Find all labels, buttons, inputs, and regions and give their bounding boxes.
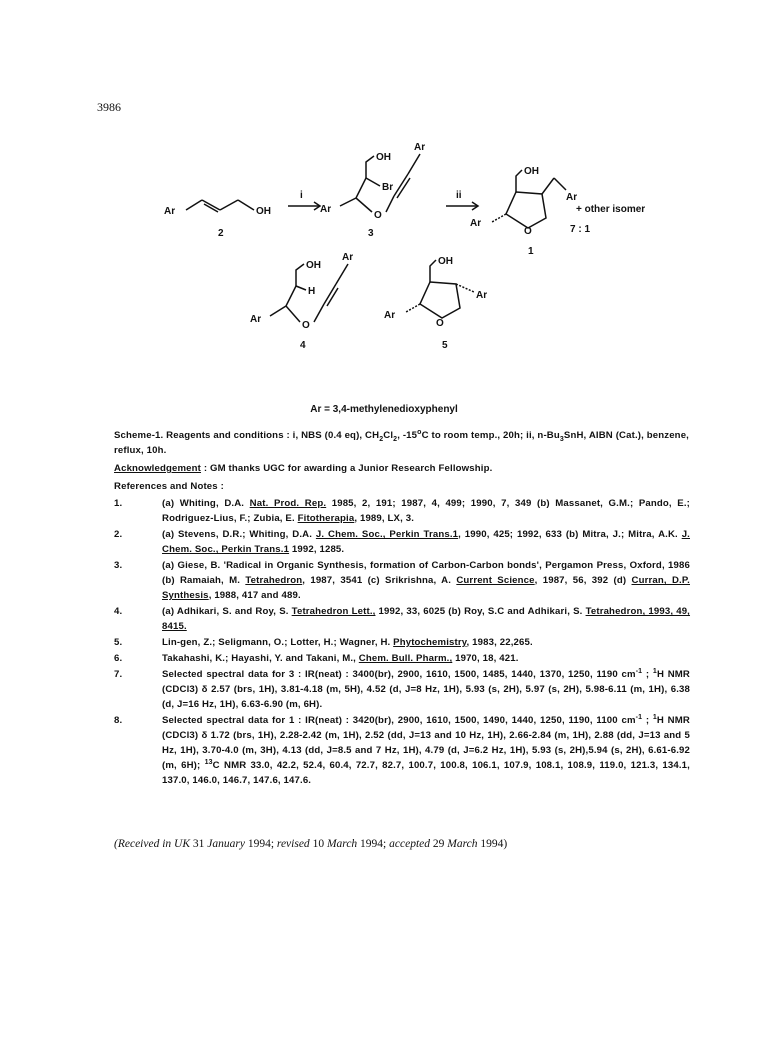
reference-5: 5. Lin-gen, Z.; Seligmann, O.; Lotter, H.; Wagner, H. Phytochemistry, 1983, 22,265. xyxy=(114,637,533,648)
acknowledgement: Acknowledgement : GM thanks UGC for awarding a Junior Research Fellowship. xyxy=(114,463,493,474)
reference-2: 2. (a) Stevens, D.R.; Whiting, D.A. J. Chem. Soc., Perkin Trans.1, 1990, 425; 1992, 633 (b) Mitra, J.; Mitra, A.K. J. Chem. Soc., Perkin Trans.1 1992, 1285. xyxy=(114,529,690,555)
compound-3-ar-top: Ar xyxy=(414,142,426,153)
compound-5-ar-left: Ar xyxy=(384,310,396,321)
compound-2-ar: Ar xyxy=(164,206,176,217)
compound-5-o: O xyxy=(436,318,444,329)
compound-2-oh: OH xyxy=(256,206,271,217)
reference-1: 1. (a) Whiting, D.A. Nat. Prod. Rep. 1985, 2, 191; 1987, 4, 499; 1990, 7, 349 (b) Massanet, G.M.; Pando, E.; Rodriguez-Lius, F.; Zubia, E. Fitotherapia, 1989, LX, 3. xyxy=(114,498,690,524)
reference-3: 3. (a) Giese, B. 'Radical in Organic Synthesis, formation of Carbon-Carbon bonds', Pergamon Press, Oxford, 1986 (b) Ramaiah, M. Tetrahedron, 1987, 3541 (c) Srikrishna, A. Current Science, 1987, 56, 392 (d) Curran, D.P. Synthesis, 1988, 417 and 489. xyxy=(114,560,690,601)
acknowledgement-label: Acknowledgement xyxy=(114,463,202,474)
ar-definition: Ar = 3,4-methylenedioxyphenyl xyxy=(310,404,458,415)
compound-5-oh: OH xyxy=(438,256,453,267)
reference-4: 4. (a) Adhikari, S. and Roy, S. Tetrahedron Lett., 1992, 33, 6025 (b) Roy, S.C and Adhikari, S. Tetrahedron, 1993, 49, 8415. xyxy=(114,606,691,632)
compound-4-number: 4 xyxy=(300,340,306,351)
compound-3-br: Br xyxy=(382,182,394,193)
compound-1-ar: Ar xyxy=(566,192,578,203)
compound-5-ar: Ar xyxy=(476,290,488,301)
reference-7: 7. Selected spectral data for 3 : IR(neat) : 3400(br), 2900, 1610, 1500, 1485, 1440, 1370, 1250, 1190 $cm^{-1}$ ; $^1$H NMR (CDCl3) δ 2.57 (brs, 1H), 3.81-4.18 (m, 5H), 4.52 (d, J=8 Hz, 1H), 5.93 (s, 2H), 5.97 (s, 2H), 5.98-6.11 (m, 1H), 6.38 (d, J=16 Hz, 1H), 6.63-6.90 (m, 6H). xyxy=(114,667,690,710)
compound-1-o: O xyxy=(524,226,532,237)
compound-4-h: H xyxy=(308,286,316,297)
compound-3-number: 3 xyxy=(368,228,374,239)
page-number: 3986 xyxy=(97,100,121,114)
other-isomer-label: + other isomer xyxy=(576,204,646,215)
reagent-ii-label: ii xyxy=(456,190,462,201)
compound-3-ar-left: Ar xyxy=(320,204,332,215)
references-list xyxy=(114,496,690,789)
reaction-scheme xyxy=(130,136,690,386)
compound-3-oh: OH xyxy=(376,152,391,163)
compound-3-o: O xyxy=(374,210,382,221)
scheme-caption: Scheme-1. Reagents and conditions : i, NBS (0.4 eq), $CH_2Cl_2$, -15$^o$C to room temp., 20h; ii, $n-Bu_3SnH$, AIBN (Cat.), benzene, reflux, 10h. xyxy=(114,428,689,456)
isomer-ratio: 7 : 1 xyxy=(570,224,591,235)
compound-1-ar-left: Ar xyxy=(470,218,482,229)
received-dates: (Received in UK 31 January 1994; revised 10 March 1994; accepted 29 March 1994) xyxy=(114,838,508,850)
compound-5-number: 5 xyxy=(442,340,448,351)
compound-4-ar-top: Ar xyxy=(342,252,354,263)
compound-1-oh: OH xyxy=(524,166,539,177)
compound-2-number: 2 xyxy=(218,228,224,239)
reagent-i-label: i xyxy=(300,190,303,201)
compound-1-number: 1 xyxy=(528,246,534,257)
reference-6: 6. Takahashi, K.; Hayashi, Y. and Takani, M., Chem. Bull. Pharm., 1970, 18, 421. xyxy=(114,653,519,664)
compound-4-ar-left: Ar xyxy=(250,314,262,325)
compound-4-oh: OH xyxy=(306,260,321,271)
reference-8: 8. Selected spectral data for 1 : IR(neat) : 3420(br), 2900, 1610, 1500, 1490, 1440, 1250, 1190, 1100 $cm^{-1}$ ; $^1$H NMR (CDCl3) δ 1.72 (brs, 1H), 2.28-2.42 (m, 1H), 2.52 (dd, J=13 and 10 Hz, 1H), 2.66-2.84 (m, 1H), 2.88 (dd, J=13 and 5 Hz, 1H), 3.70-4.0 (m, 3H), 4.13 (dd, J=8.5 and 7 Hz, 1H), 4.79 (d, J=6.2 Hz, 1H), 5.93 (s, 2H),5.94 (s, 2H), 6.61-6.92 (m, 6H); $^{13}$C NMR 33.0, 42.2, 52.4, 60.4, 72.7, 82.7, 100.7, 100.8, 106.1, 107.9, 108.1, 108.9, 119.0, 121.3, 134.1, 137.0, 146.0, 146.7, 147.6, 147.6. xyxy=(114,713,690,786)
references-heading: References and Notes : xyxy=(114,481,224,492)
compound-4-o: O xyxy=(302,320,310,331)
